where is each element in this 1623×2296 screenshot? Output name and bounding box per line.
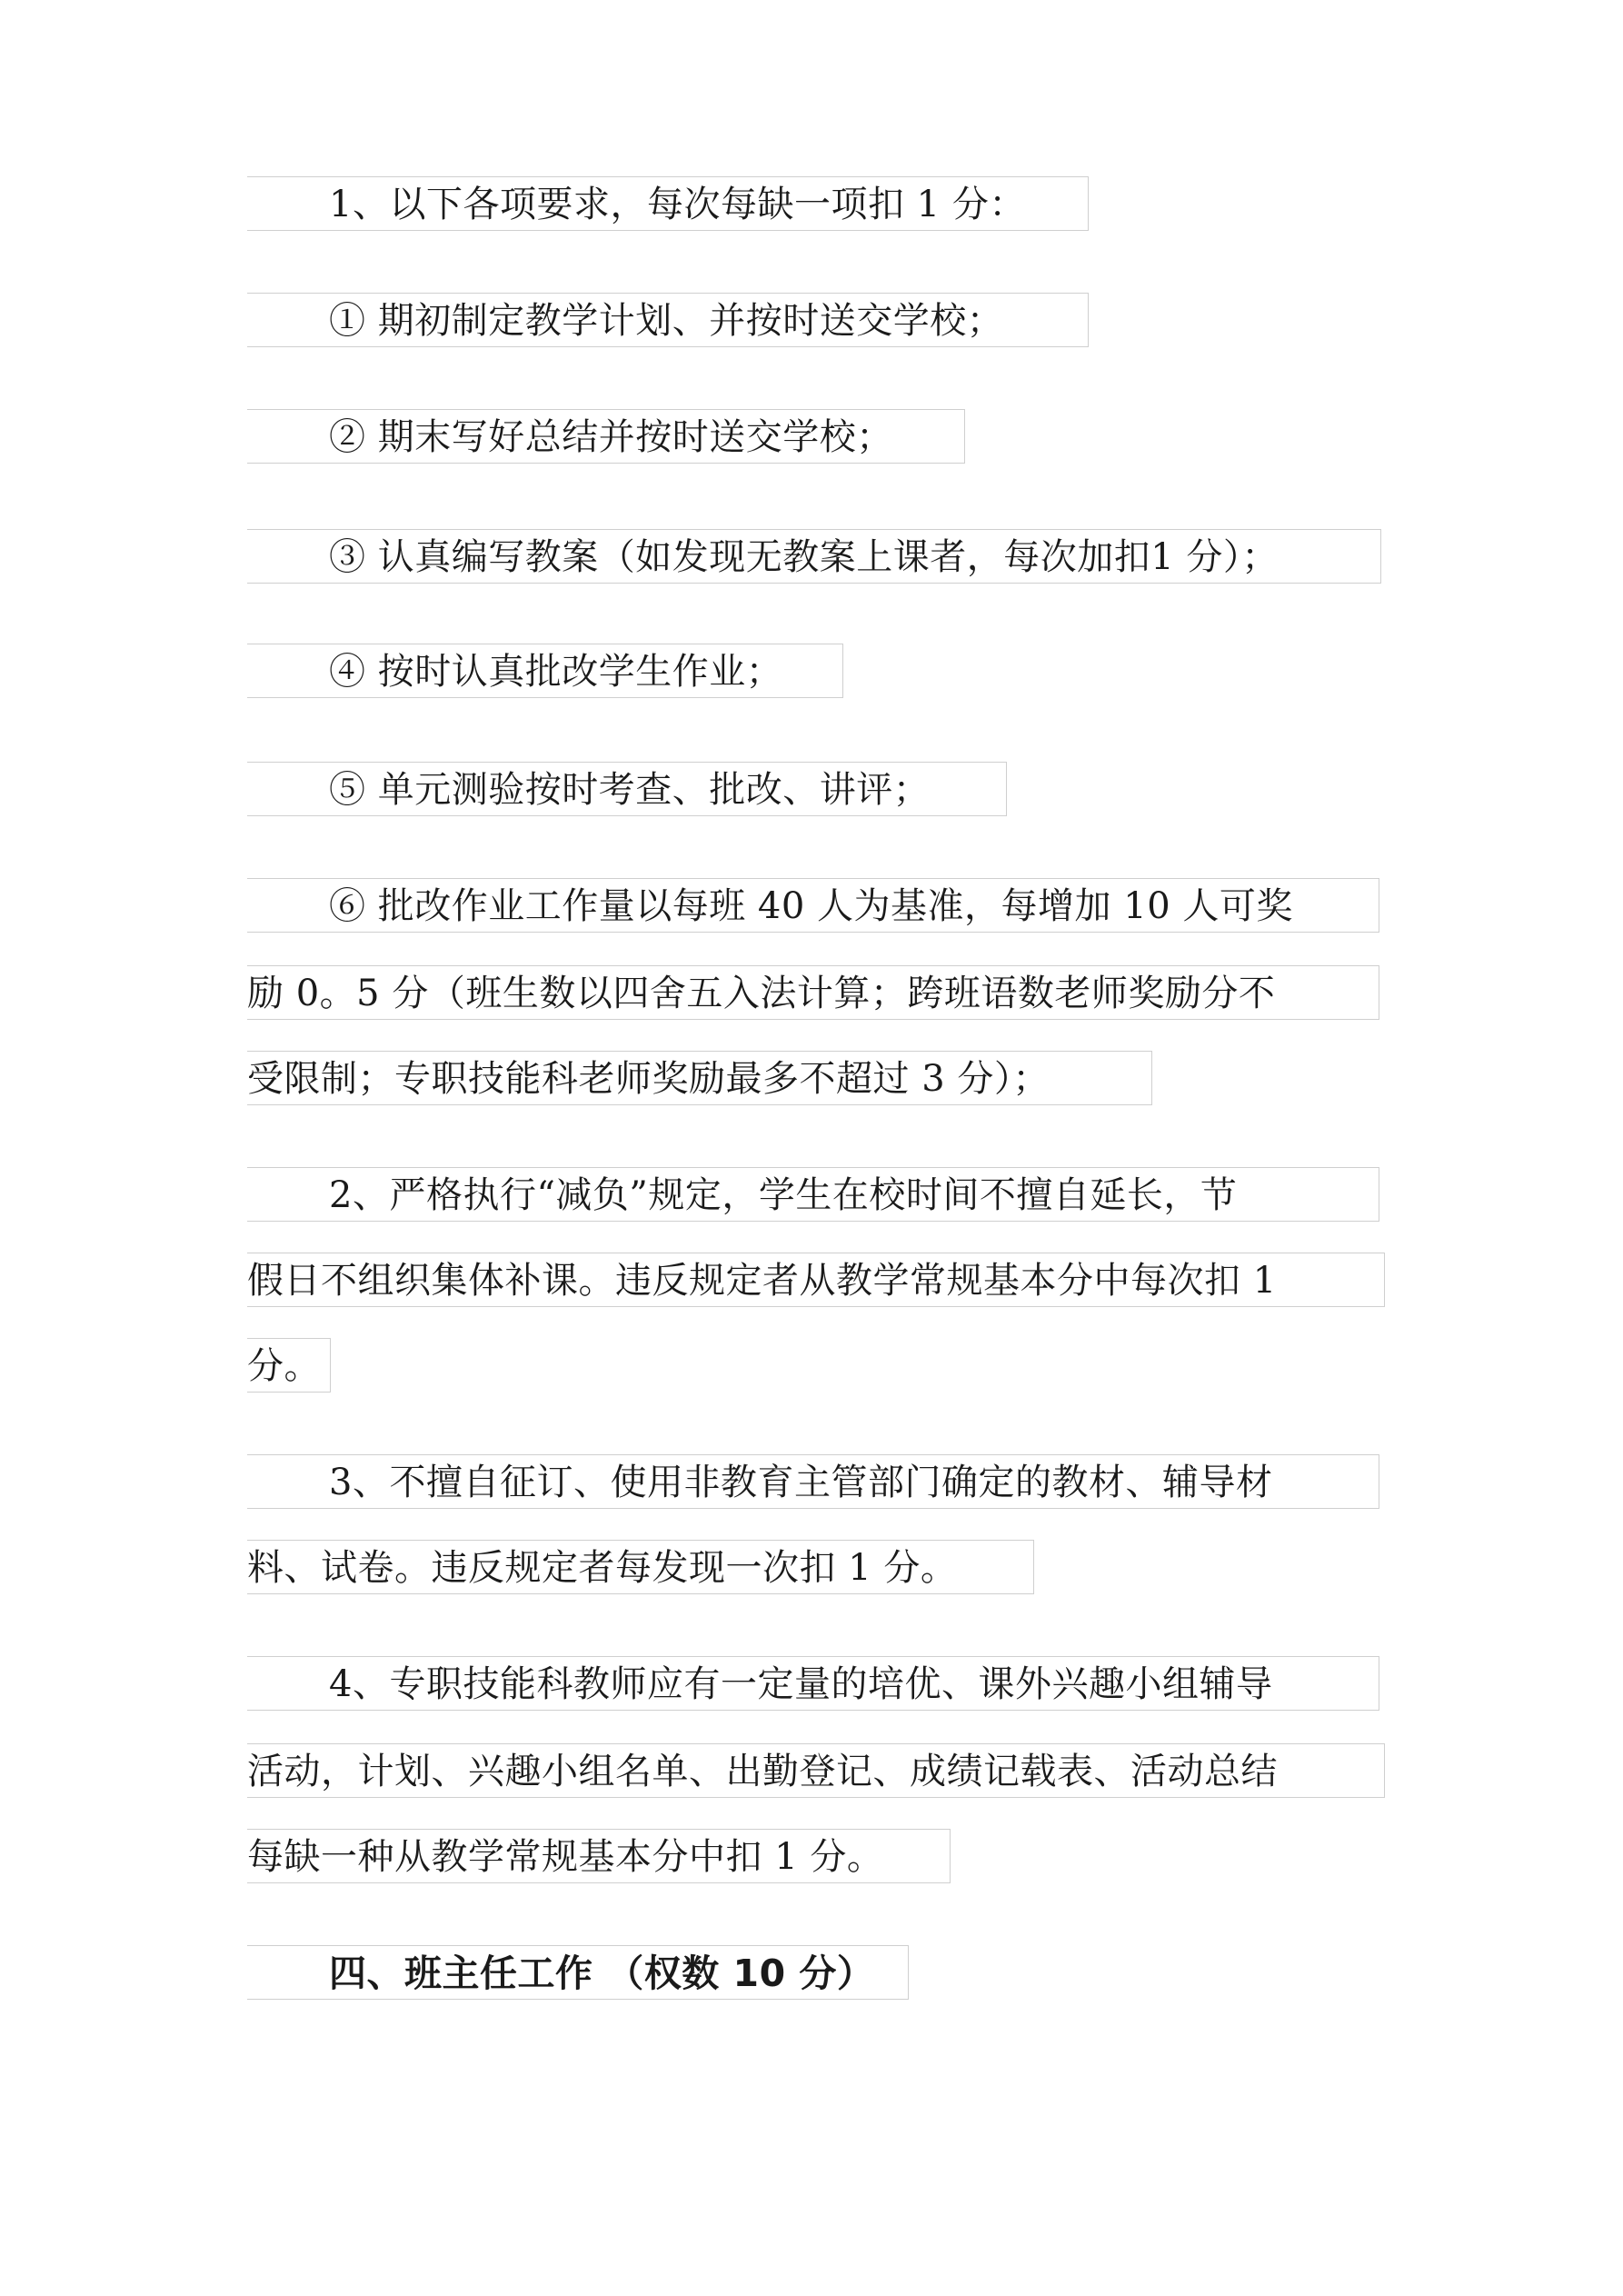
- item-2-line-a: 2、严格执行“减负”规定，学生在校时间不擅自延长，节: [247, 1167, 1379, 1222]
- item-3-line-b: 料、试卷。违反规定者每发现一次扣 1 分。: [247, 1540, 1034, 1594]
- sub-item-3-line: ③ 认真编写教案（如发现无教案上课者，每次加扣1 分）；: [247, 529, 1381, 584]
- sub-item-4-line: ④ 按时认真批改学生作业；: [247, 644, 843, 698]
- sub-item-2-line: ② 期末写好总结并按时送交学校；: [247, 409, 965, 464]
- sub-item-6-line-c: 受限制；专职技能科老师奖励最多不超过 3 分）；: [247, 1051, 1152, 1105]
- section-heading-class-teacher: 四、班主任工作 （权数 10 分）: [247, 1945, 909, 2000]
- item-4-line-c: 每缺一种从教学常规基本分中扣 1 分。: [247, 1829, 951, 1883]
- item-4-line-b: 活动，计划、兴趣小组名单、出勤登记、成绩记载表、活动总结: [247, 1743, 1385, 1798]
- item-3-line-a: 3、不擅自征订、使用非教育主管部门确定的教材、辅导材: [247, 1454, 1379, 1509]
- item-2-line-c: 分。: [247, 1338, 331, 1393]
- sub-item-1-line: ① 期初制定教学计划、并按时送交学校；: [247, 293, 1089, 347]
- sub-item-6-line-a: ⑥ 批改作业工作量以每班 40 人为基准，每增加 10 人可奖: [247, 878, 1379, 933]
- item-2-line-b: 假日不组织集体补课。违反规定者从教学常规基本分中每次扣 1: [247, 1253, 1385, 1307]
- sub-item-5-line: ⑤ 单元测验按时考查、批改、讲评；: [247, 762, 1007, 816]
- sub-item-6-line-b: 励 0。5 分（班生数以四舍五入法计算；跨班语数老师奖励分不: [247, 965, 1379, 1020]
- item-1-line: 1、以下各项要求，每次每缺一项扣 1 分：: [247, 176, 1089, 231]
- item-4-line-a: 4、专职技能科教师应有一定量的培优、课外兴趣小组辅导: [247, 1656, 1379, 1711]
